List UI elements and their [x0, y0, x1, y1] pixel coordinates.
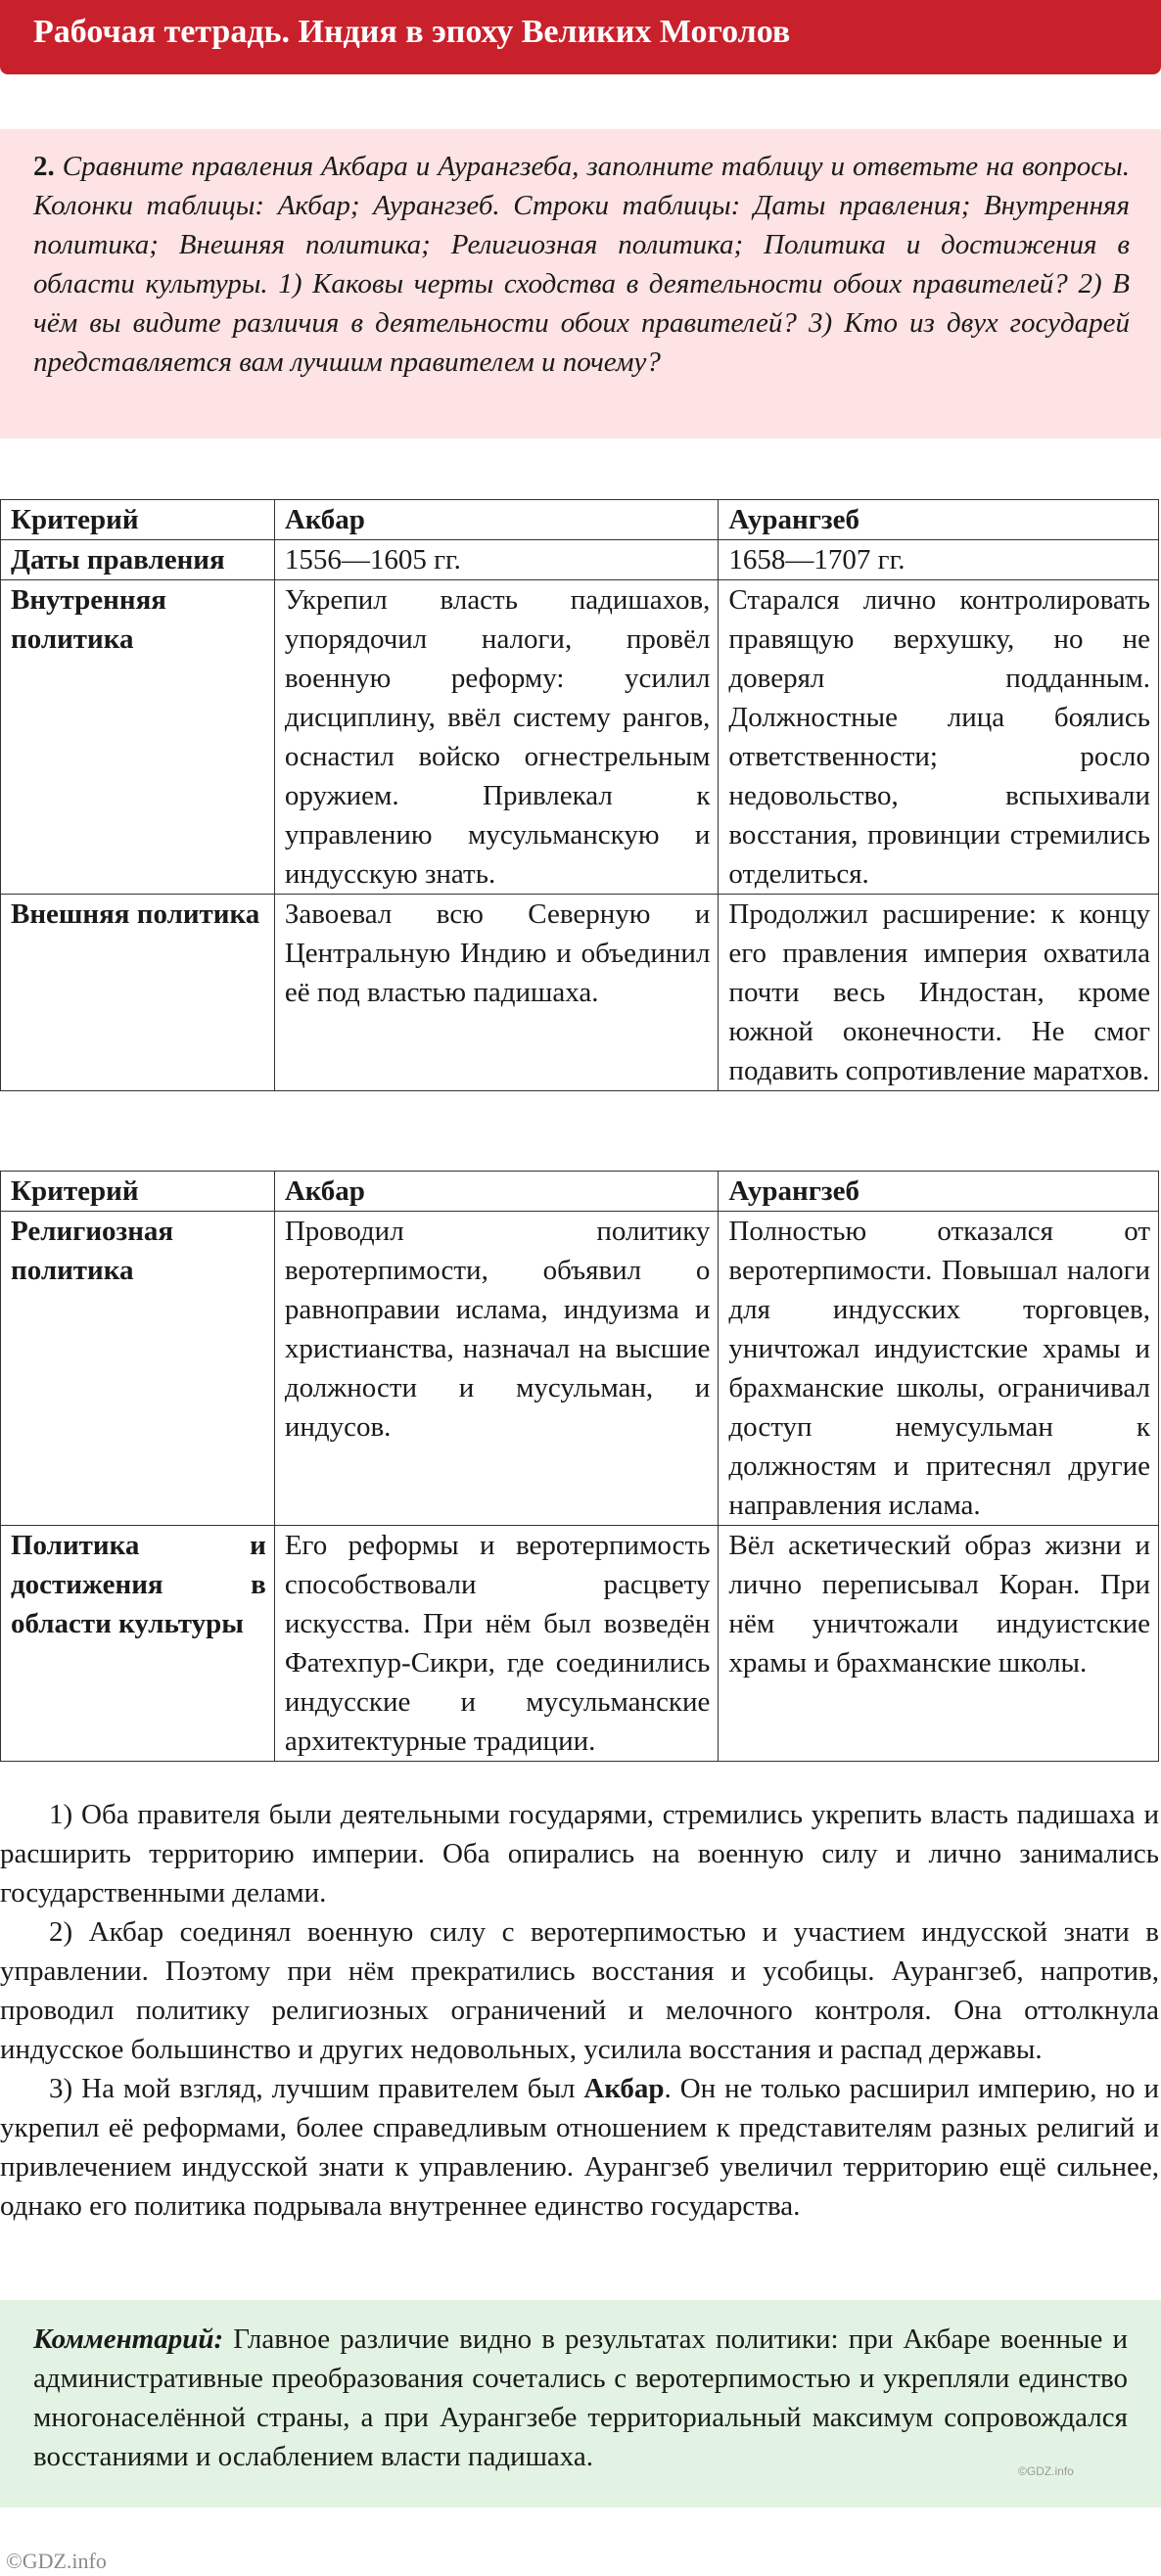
- answers-section: [0, 1795, 1159, 2226]
- header-aurangzeb: Аурангзеб: [719, 500, 1159, 540]
- task-body: Сравните правления Акбара и Аурангзеба, заполните таблицу и ответьте на вопросы. Колонки таблицы: Акбар; Аурангзеб. Строки таблицы: Даты правления; Внутренняя политика; Внешняя политика; Религиозная политика; Политика и достижения в области культуры. 1) Каковы черты сходства в деятельности обоих правителей? 2) В чём вы видите различия в деятельности обоих правителей? 3) Кто из двух государей представляется вам лучшим правителем и почему?: [33, 151, 1131, 378]
- answer-1: 1) Оба правителя были деятельными государями, стремились укрепить власть падишаха и расширить территорию империи. Оба опирались на военную силу и лично занимались государственными делами.: [0, 1799, 1159, 1909]
- row-akbar: 1556—1605 гг.: [274, 540, 719, 580]
- row-akbar: Его реформы и веротерпимость способствовали расцвету искусства. При нём был возведён Фатехпур-Сикри, где соединились индусские и мусульманские архитектурные традиции.: [274, 1526, 719, 1762]
- row-aurangzeb: Вёл аскетический образ жизни и лично переписывал Коран. При нём уничтожали индуистские храмы и брахманские школы.: [719, 1526, 1159, 1762]
- header-akbar: Акбар: [274, 1172, 719, 1212]
- row-criterion: Внутренняя политика: [1, 580, 275, 895]
- row-criterion: Внешняя политика: [1, 895, 275, 1091]
- page-title: Рабочая тетрадь. Индия в эпоху Великих Моголов: [33, 14, 791, 50]
- comment-watermark: ©GDZ.info: [1018, 2464, 1074, 2478]
- row-aurangzeb: Полностью отказался от веротерпимости. Повышал налоги для индусских торговцев, уничтожал индуистские храмы и брахманские школы, ограничивал доступ немусульман к должностям и притеснял другие направления ислама.: [719, 1212, 1159, 1526]
- comment-label: Комментарий:: [33, 2323, 224, 2355]
- row-aurangzeb: Продолжил расширение: к концу его правления империя охватила почти весь Индостан, кроме южной оконечности. Не смог подавить сопротивление маратхов.: [719, 895, 1159, 1091]
- table-row: [1, 540, 1159, 580]
- comment-body: Главное различие видно в результатах политики: при Акбаре военные и административные преобразования сочетались с веротерпимостью и укрепляли единство многонаселённой страны, а при Аурангзебе территориальный максимум сопровождался восстаниями и ослаблением власти падишаха.: [33, 2323, 1129, 2472]
- header-akbar: Акбар: [274, 500, 719, 540]
- task-text: [33, 147, 1130, 382]
- answer-3: [0, 2069, 1159, 2226]
- answer-3-highlight: Акбар: [583, 2073, 665, 2104]
- header-criterion: Критерий: [1, 500, 275, 540]
- row-criterion: Религиозная политика: [1, 1212, 275, 1526]
- footer-watermark: ©GDZ.info: [6, 2549, 107, 2573]
- table-row: [1, 580, 1159, 895]
- table-row: [1, 895, 1159, 1091]
- table-row: [1, 1212, 1159, 1526]
- answer-3-start: 3) На мой взгляд, лучшим правителем был: [49, 2073, 584, 2104]
- row-criterion: Даты правления: [1, 540, 275, 580]
- row-akbar: Завоевал всю Северную и Центральную Индию и объединил её под властью падишаха.: [274, 895, 719, 1091]
- page-header: [0, 0, 1161, 74]
- comparison-table-2: [0, 1171, 1159, 1762]
- row-criterion: Политика и достижения в области культуры: [1, 1526, 275, 1762]
- answer-2: 2) Акбар соединял военную силу с веротерпимостью и участием индусской знати в управлении. Поэтому при нём прекратились восстания и усобицы. Аурангзеб, напротив, проводил политику религиозных ограничений и мелочного контроля. Она оттолкнула индусское большинство и других недовольных, усилила восстания и распад державы.: [0, 1916, 1159, 2065]
- table-row: [1, 1526, 1159, 1762]
- header-criterion: Критерий: [1, 1172, 275, 1212]
- row-akbar: Проводил политику веротерпимости, объявил о равноправии ислама, индуизма и христианства, назначал на высшие должности и мусульман, и индусов.: [274, 1212, 719, 1526]
- row-aurangzeb: 1658—1707 гг.: [719, 540, 1159, 580]
- comment-text: [33, 2320, 1128, 2476]
- answer-3-end: . Он не только расширил империю, но и укрепил её реформами, более справедливым отношением к представителям разных религий и привлечением индусской знати к управлению. Аурангзеб увеличил территорию ещё сильнее, однако его политика подрывала внутреннее единство государства.: [0, 2073, 1159, 2222]
- task-number: 2.: [33, 151, 55, 182]
- comparison-table-1: [0, 499, 1159, 1091]
- row-aurangzeb: Старался лично контролировать правящую верхушку, но не доверял подданным. Должностные лица боялись ответственности; росло недовольство, вспыхивали восстания, провинции стремились отделиться.: [719, 580, 1159, 895]
- row-akbar: Укрепил власть падишахов, упорядочил налоги, провёл военную реформу: усилил дисциплину, ввёл систему рангов, оснастил войско огнестрельным оружием. Привлекал к управлению мусульманскую и индусскую знать.: [274, 580, 719, 895]
- table-header-row: [1, 500, 1159, 540]
- header-aurangzeb: Аурангзеб: [719, 1172, 1159, 1212]
- table-header-row: [1, 1172, 1159, 1212]
